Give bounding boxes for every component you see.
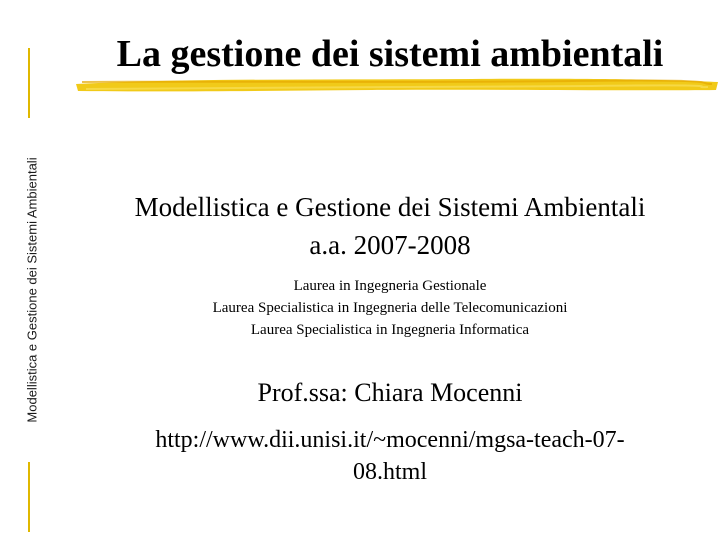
sidebar-accent-line-top: [28, 48, 30, 118]
course-name: Modellistica e Gestione dei Sistemi Ambientali: [134, 192, 646, 222]
degree-item: Laurea Specialistica in Ingegneria Informatica: [250, 322, 530, 338]
title-underline-brush-stroke: [72, 72, 720, 98]
course-url-line1[interactable]: http://www.dii.unisi.it/~mocenni/mgsa-teach-07-: [155, 427, 625, 453]
course-block: [60, 188, 720, 264]
degree-item: Laurea Specialistica in Ingegneria delle Telecomunicazioni: [212, 300, 568, 316]
academic-year: a.a. 2007-2008: [309, 230, 471, 260]
sidebar-accent-line-bottom: [28, 462, 30, 532]
degree-item: Laurea in Ingegneria Gestionale: [293, 278, 487, 294]
course-url-line2[interactable]: 08.html: [352, 459, 427, 485]
course-url[interactable]: [60, 424, 720, 488]
sidebar-label-text: Modellistica e Gestione dei Sistemi Ambientali: [24, 157, 40, 423]
professor-name: Prof.ssa: Chiara Mocenni: [257, 378, 523, 407]
degree-list: [60, 275, 720, 341]
slide-title: La gestione dei sistemi ambientali: [116, 33, 664, 75]
